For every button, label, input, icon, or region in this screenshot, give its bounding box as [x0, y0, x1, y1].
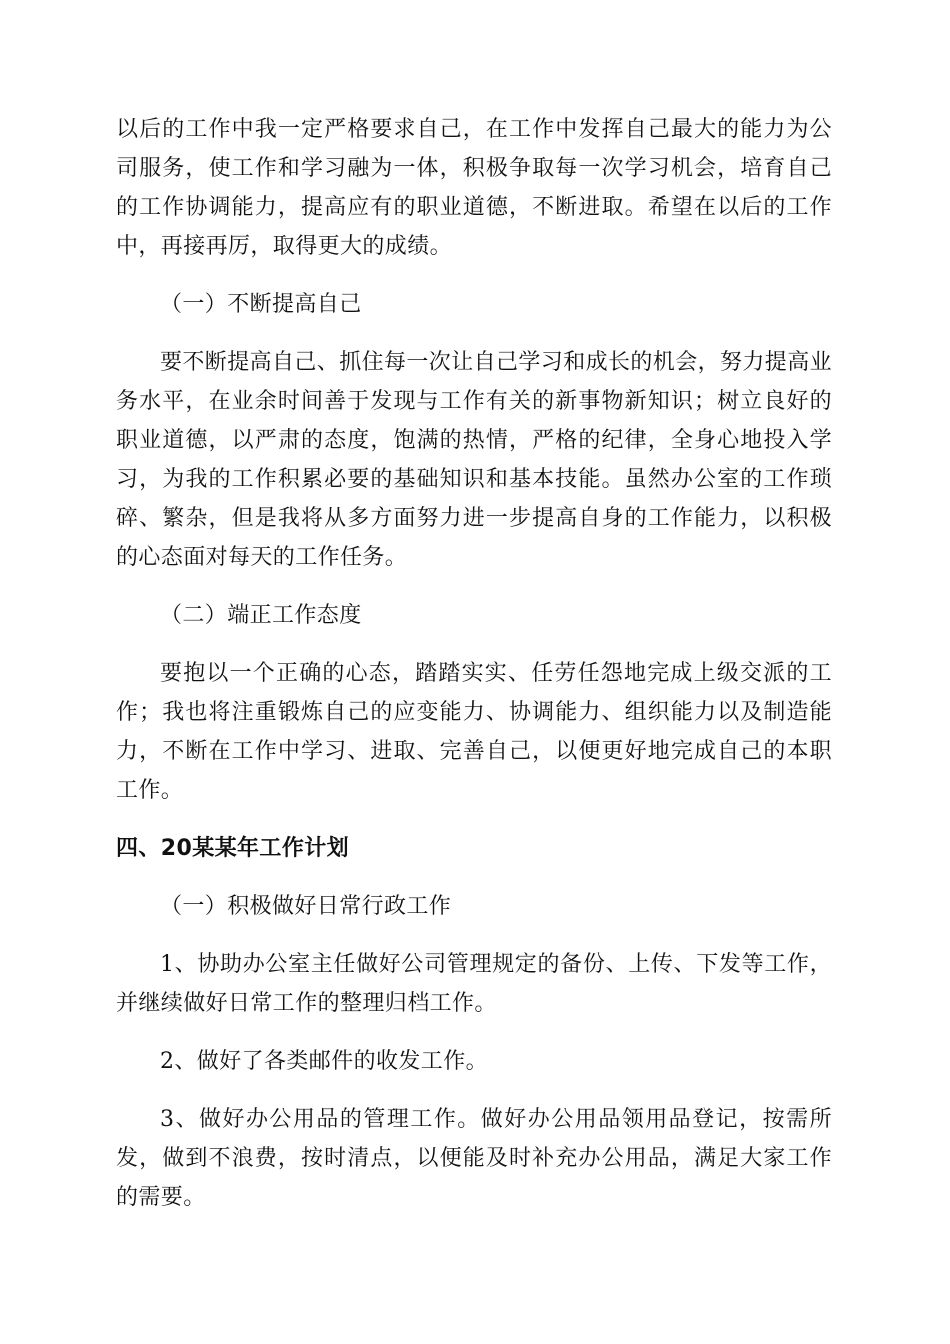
- section-heading-work-plan: 四、20某某年工作计划: [116, 836, 350, 861]
- paragraph-work-attitude: 要抱以一个正确的心态，踏踏实实、任劳任怨地完成上级交派的工作；我也将注重锻炼自己的应变能力、协调能力、组织能力以及制造能力，不断在工作中学习、进取、完善自己，以便更好地完成自己的本职工作。: [116, 661, 832, 803]
- subheading-daily-admin: （一）积极做好日常行政工作: [160, 894, 452, 919]
- list-item-1: 1、协助办公室主任做好公司管理规定的备份、上传、下发等工作，并继续做好日常工作的整理归档工作。: [116, 952, 832, 1016]
- list-item-3: 3、做好办公用品的管理工作。做好办公用品领用品登记，按需所发，做到不浪费，按时清点，以便能及时补充办公用品，满足大家工作的需要。: [116, 1107, 832, 1210]
- list-item-2: 2、做好了各类邮件的收发工作。: [160, 1049, 488, 1074]
- paragraph-improve-self: 要不断提高自己、抓住每一次让自己学习和成长的机会，努力提高业务水平，在业余时间善于发现与工作有关的新事物新知识；树立良好的职业道德，以严肃的态度，饱满的热情，严格的纪律，全身心地投入学习，为我的工作积累必要的基础知识和基本技能。虽然办公室的工作琐碎、繁杂，但是我将从多方面努力进一步提高自身的工作能力，以积极的心态面对每天的工作任务。: [116, 350, 833, 570]
- subheading-improve-self: （一）不断提高自己: [160, 292, 362, 317]
- document-body: [116, 110, 832, 1236]
- paragraph-continuation: 以后的工作中我一定严格要求自己，在工作中发挥自己最大的能力为公司服务，使工作和学习融为一体，积极争取每一次学习机会，培育自己的工作协调能力，提高应有的职业道德，不断进取。希望在以后的工作中，再接再厉，取得更大的成绩。: [116, 117, 832, 259]
- subheading-work-attitude: （二）端正工作态度: [160, 603, 362, 628]
